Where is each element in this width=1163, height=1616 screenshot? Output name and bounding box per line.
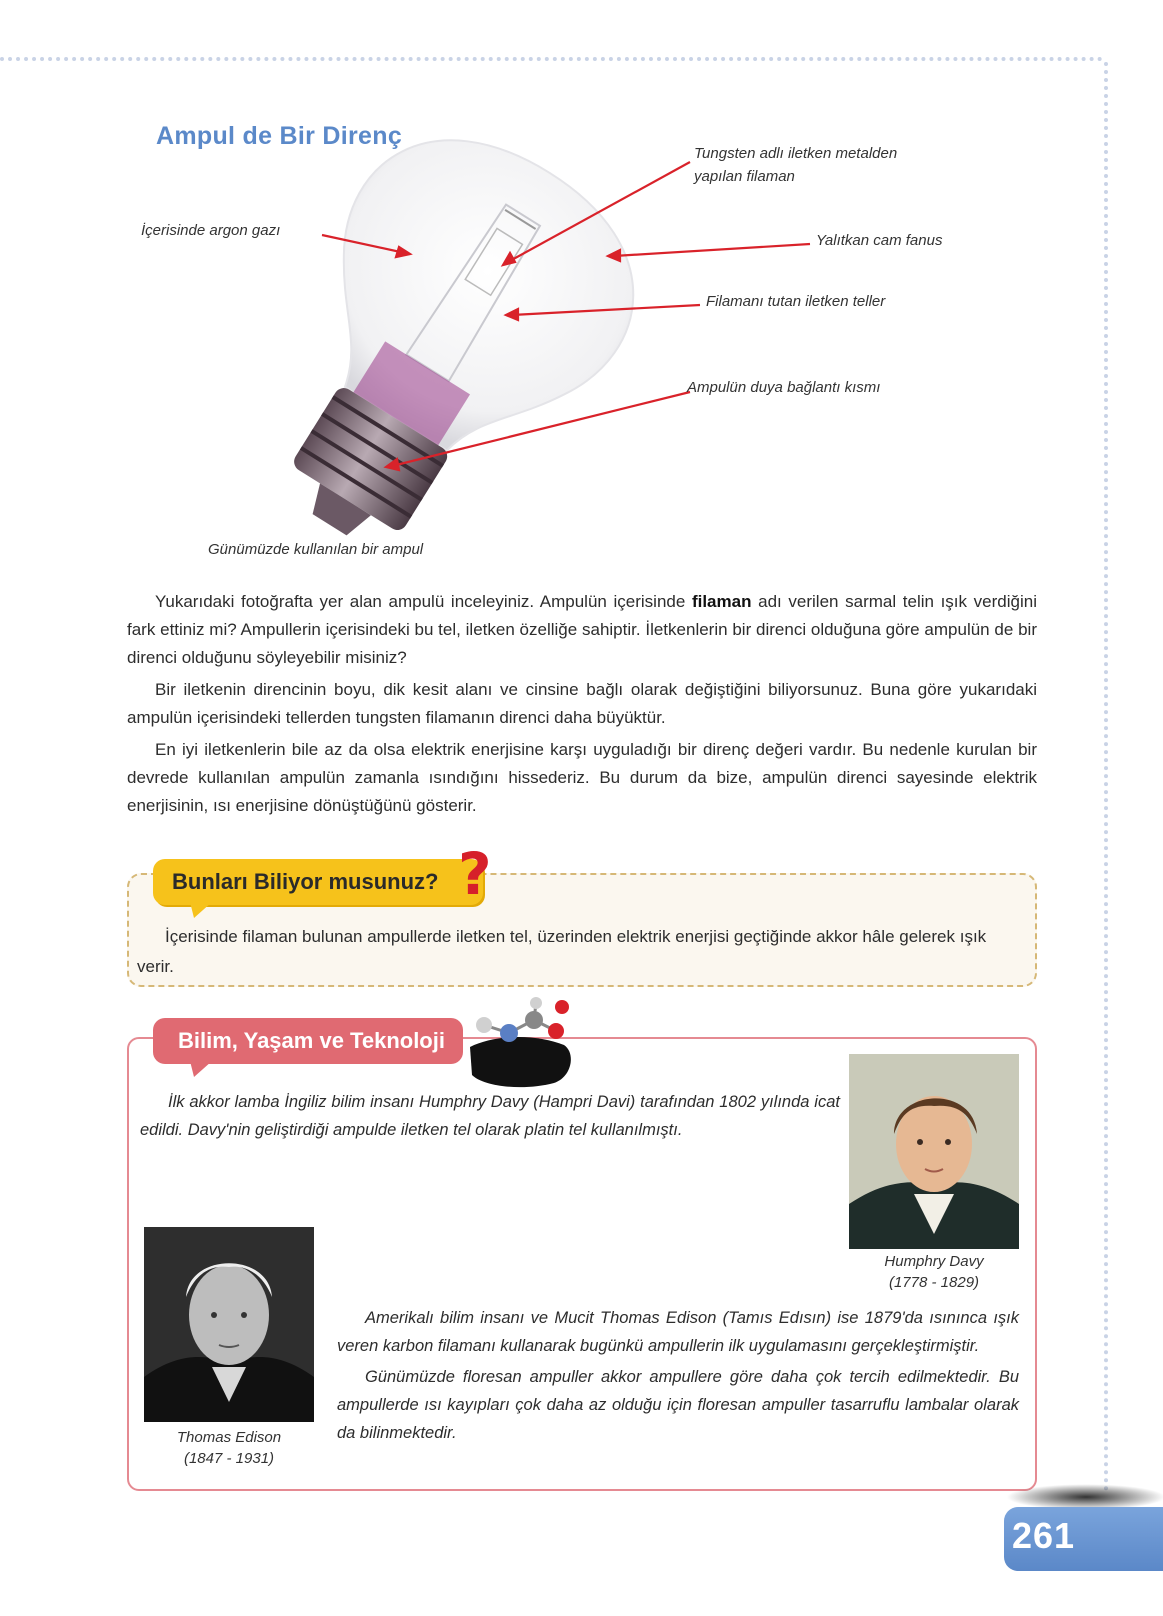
label-bulb-base: Ampulün duya bağlantı kısmı — [687, 379, 881, 396]
edison-text: Amerikalı bilim insanı ve Mucit Thomas Edison (Tamıs Edısın) ise 1879'da ısınınca ışık veren karbon filamanı kullanarak bugünkü ampullerin ilk uygulamasını gerçekleştirmiştir. — [337, 1309, 1019, 1355]
image-caption: Günümüzde kullanılan bir ampul — [208, 541, 424, 558]
science-box-title: Bilim, Yaşam ve Teknoloji — [178, 1028, 445, 1053]
bold-term: filaman — [691, 592, 752, 611]
section-title: Ampul de Bir Direnç — [156, 122, 403, 150]
label-glass-bulb: Yalıtkan cam fanus — [816, 232, 943, 249]
davy-text: İlk akkor lamba İngiliz bilim insanı Humphry Davy (Hampri Davi) tarafından 1802 yılında icat edildi. Davy'nin geliştirdiği ampulde iletken tel olarak platin tel kullanılmıştı. — [140, 1093, 840, 1139]
edison-fluorescent-text — [337, 1304, 1019, 1450]
label-filament-line2: yapılan filaman — [694, 168, 795, 185]
label-argon-gas: İçerisinde argon gazı — [141, 222, 281, 239]
label-support-wires: Filamanı tutan iletken teller — [706, 293, 886, 310]
info-box-text: İçerisinde filaman bulunan ampullerde iletken tel, üzerinden elektrik enerjisi geçtiğinde akkor hâle gelerek ışık verir. — [137, 927, 987, 976]
light-bulb-illustration — [0, 0, 1163, 560]
davy-years: (1778 - 1829) — [888, 1274, 980, 1291]
edison-caption — [144, 1427, 314, 1469]
page-number: 261 — [1012, 1515, 1076, 1556]
davy-caption — [849, 1251, 1019, 1293]
info-tag-pointer — [190, 902, 214, 920]
thomas-edison-portrait — [144, 1227, 314, 1422]
question-mark-icon: ? — [458, 840, 492, 908]
edison-years: (1847 - 1931) — [183, 1450, 275, 1467]
fluorescent-text: Günümüzde floresan ampuller akkor ampullere göre daha çok tercih edilmektedir. Bu ampullerde ısı kayıpları çok daha az olduğu için floresan ampuller tasarruflu lambalar olarak da bilinmektedir. — [337, 1368, 1019, 1442]
label-filament-line1: Tungsten adlı iletken metalden — [694, 145, 898, 162]
humphry-davy-portrait — [849, 1054, 1019, 1249]
edison-name: Thomas Edison — [176, 1429, 282, 1446]
paragraph-2: Bir iletkenin direncinin boyu, dik kesit alanı ve cinsine bağlı olarak değiştiğini biliyorsunuz. Buna göre yukarıdaki ampulün içerisindeki tellerden tungsten filamanın direnci daha büyüktür. — [127, 680, 1037, 727]
paragraph-3: En iyi iletkenlerin bile az da olsa elektrik enerjisine karşı uyguladığı bir direnç değeri vardır. Bu nedenle kurulan bir devrede kullanılan ampulün zamanla ısındığını hissederiz. Bu durum da bize, ampulün direnci sayesinde elektrik enerjisinin, ısı enerjisine dönüştüğünü gösterir. — [127, 740, 1037, 815]
info-box-title: Bunları Biliyor musunuz? — [172, 869, 439, 894]
science-tag-pointer — [190, 1061, 214, 1079]
molecule-icon — [464, 995, 594, 1095]
paragraph-1: Yukarıdaki fotoğrafta yer alan ampulü inceleyiniz. Ampulün içerisinde filaman adı verilen sarmal telin ışık verdiğini fark ettiniz mi? Ampullerin içerisindeki bu tel, iletken özelliğe sahiptir. İletkenlerin bir direnci olduğuna göre ampulün de bir direnci olduğunu söyleyebilir misiniz? — [127, 592, 1037, 667]
body-text — [127, 588, 1037, 824]
davy-name: Humphry Davy — [884, 1253, 984, 1270]
